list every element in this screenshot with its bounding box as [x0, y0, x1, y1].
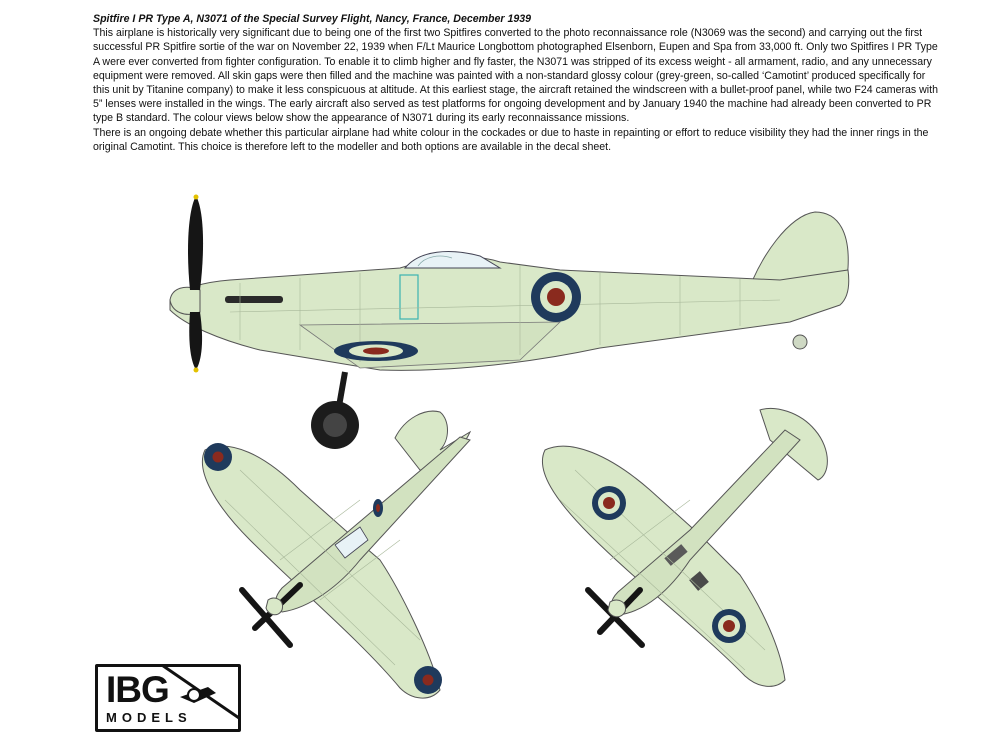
side-exhaust	[225, 296, 283, 303]
logo-subtitle: MODELS	[106, 710, 192, 725]
top-view	[202, 411, 470, 698]
page-title: Spitfire I PR Type A, N3071 of the Special Survey Flight, Nancy, France, December 1939	[93, 13, 532, 25]
side-propeller-lower	[189, 312, 202, 370]
side-canopy	[405, 252, 500, 268]
description-paragraph-2: There is an ongoing debate whether this particular airplane had white colour in the cockades or due to haste in repainting or effort to reduce visibility they had the inner rings in the original Camotint. This choice is therefore left to the modeller and both options are available in the decal sheet.	[93, 126, 929, 153]
top-roundel-right-wing	[414, 666, 442, 694]
side-underwing-roundel	[334, 341, 418, 361]
bottom-roundel-right-wing	[712, 609, 746, 643]
description-paragraph-1: This airplane is historically very significant due to being one of the first two Spitfires converted to the photo reconnaissance role (N3069 was the second) and carrying out the first successful PR Spitfire sortie of the war on November 22, 1939 when F/Lt Maurice Longbottom photographed Elsenborn, Eupen and Spa from 33,000 ft. Only two Spitfires I PR Type A were ever converted from fighter configuration. To enable it to climb higher and fly faster, the N3071 was stripped of its excess weight - all armament, radio, and any unnecessary equipment were removed. All skin gaps were then filled and the machine was painted with a non-standard glossy colour (grey-green, so-called ‘Camotint’ produced specifically for this unit by Titanine company) to make it less conspicuous at altitude. At this earliest stage, the aircraft retained the windscreen with a bullet-proof panel, while two F24 cameras with 5” lenses were installed in the wings. The early aircraft also served as test platforms for ongoing development and by January 1940 the machine had already been converted to PR type B standard. The colour views below show the appearance of N3071 during its early reconnaissance missions.	[93, 27, 938, 125]
top-propeller	[242, 585, 300, 645]
side-profile-view	[170, 195, 849, 450]
side-propeller-upper	[188, 196, 203, 290]
logo-brand: IBG	[106, 669, 169, 710]
top-fuselage-roundel	[373, 499, 383, 517]
logo-plane-icon	[98, 667, 238, 729]
bottom-roundel-left-wing	[592, 486, 626, 520]
top-roundel-left-wing	[204, 443, 232, 471]
bottom-view	[542, 408, 827, 686]
ibg-models-logo	[95, 664, 241, 732]
side-tail-wheel	[793, 335, 807, 349]
side-fuselage-roundel	[531, 272, 581, 322]
